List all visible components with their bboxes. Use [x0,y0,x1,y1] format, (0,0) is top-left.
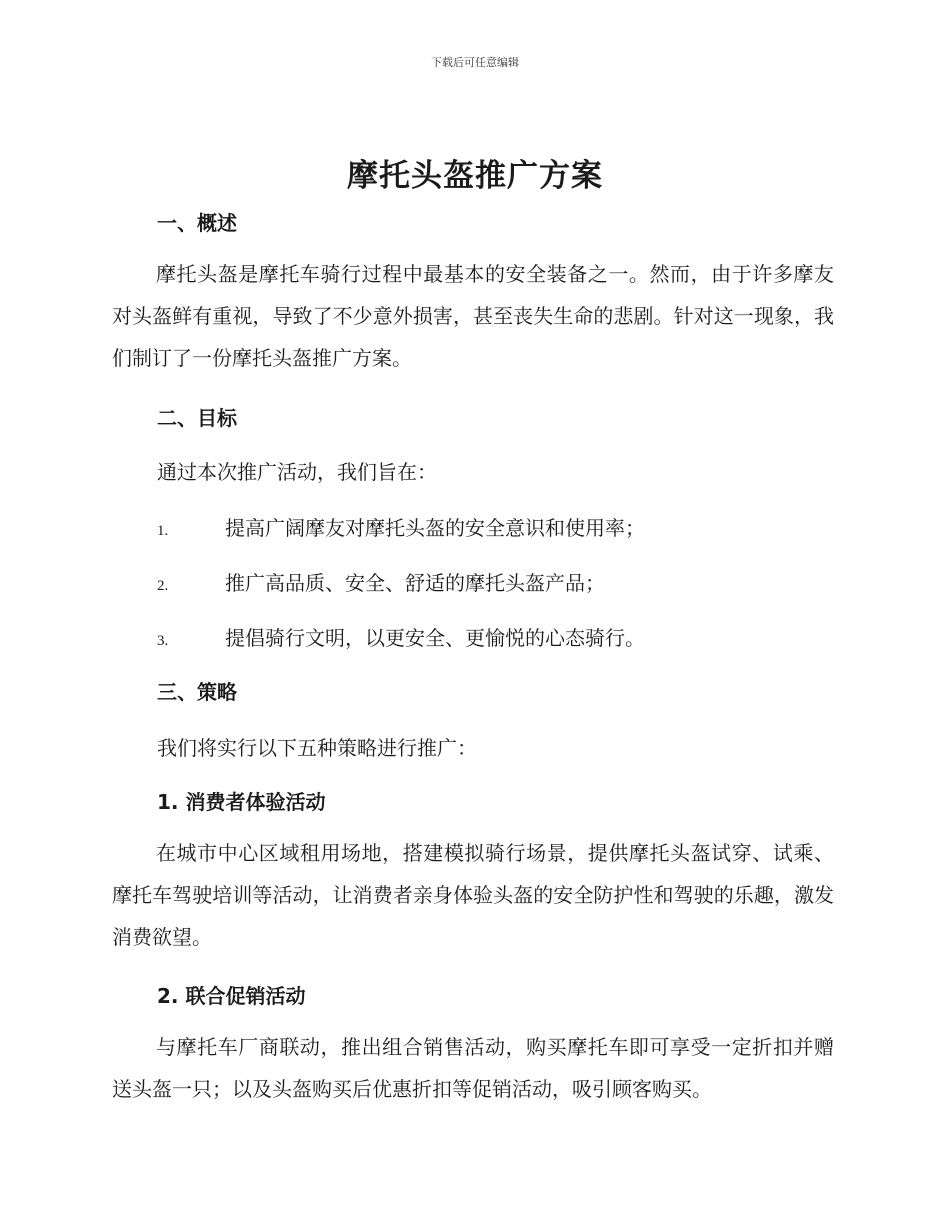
list-text: 提倡骑行文明，以更安全、更愉悦的心态骑行。 [225,626,645,650]
goals-intro: 通过本次推广活动，我们旨在： [157,460,437,484]
consumer-experience-paragraph: 在城市中心区域租用场地，搭建模拟骑行场景，提供摩托头盔试穿、试乘、摩托车驾驶培训等活动，让消费者亲身体验头盔的安全防护性和驾驶的乐趣，激发消费欲望。 [112,841,834,949]
joint-promotion-paragraph: 与摩托车厂商联动，推出组合销售活动，购买摩托车即可享受一定折扣并赠送头盔一只；以及头盔购买后优惠折扣等促销活动，吸引顾客购买。 [112,1035,834,1101]
subsection-heading-consumer-experience: 1. 消费者体验活动 [157,790,326,814]
section-heading-goals: 二、目标 [157,406,237,430]
document-title: 摩托头盔推广方案 [347,158,603,194]
strategy-intro: 我们将实行以下五种策略进行推广： [157,736,477,760]
goal-list-item [157,622,645,651]
list-text: 推广高品质、安全、舒适的摩托头盔产品； [225,571,605,595]
list-number: 2. [157,578,169,594]
goal-list-item [157,512,645,541]
section-heading-overview: 一、概述 [157,211,237,235]
list-text: 提高广阔摩友对摩托头盔的安全意识和使用率； [225,516,645,540]
goal-list-item [157,567,605,596]
section-heading-strategy: 三、策略 [157,680,237,704]
list-number: 1. [157,523,169,539]
overview-paragraph: 摩托头盔是摩托车骑行过程中最基本的安全装备之一。然而，由于许多摩友对头盔鲜有重视，导致了不少意外损害，甚至丧失生命的悲剧。针对这一现象，我们制订了一份摩托头盔推广方案。 [112,262,834,370]
subsection-heading-joint-promotion: 2. 联合促销活动 [157,984,306,1008]
list-number: 3. [157,633,169,649]
header-note: 下载后可任意编辑 [431,56,519,69]
